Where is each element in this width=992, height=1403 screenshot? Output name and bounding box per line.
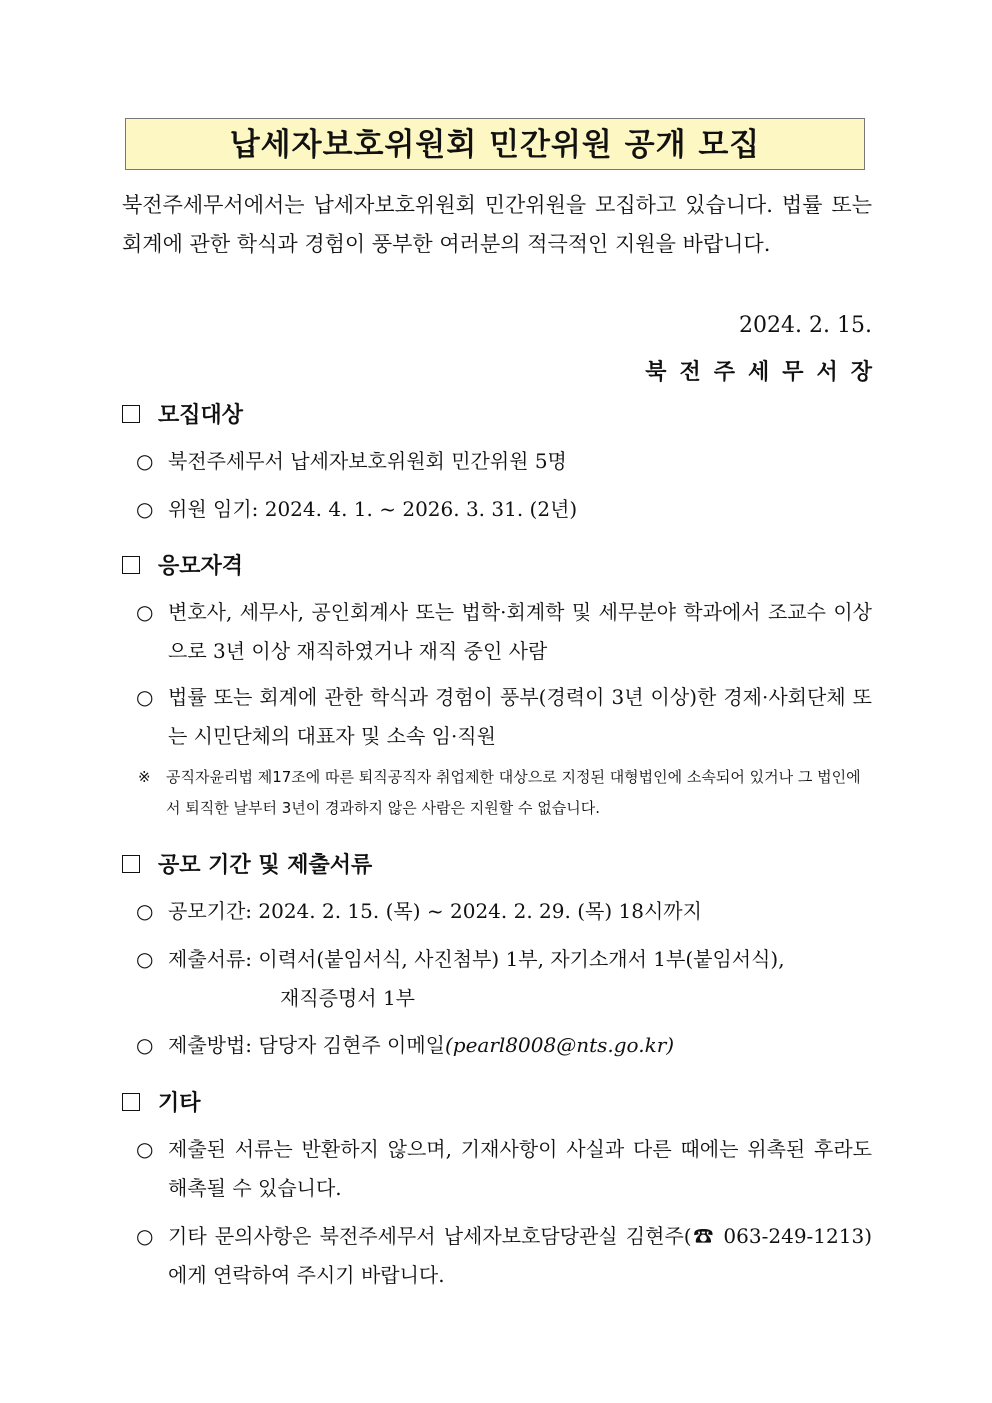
list-item: ○ 법률 또는 회계에 관한 학식과 경험이 풍부(경력이 3년 이상)한 경제·사회단체 또는 시민단체의 대표자 및 소속 임·직원 — [136, 678, 872, 756]
circle-bullet-icon: ○ — [136, 899, 154, 923]
list-item: ○ 제출방법: 담당자 김현주 이메일(pearl8008@nts.go.kr) — [136, 1026, 872, 1065]
list-item: ○ 북전주세무서 납세자보호위원회 민간위원 5명 — [136, 442, 872, 481]
circle-bullet-icon: ○ — [136, 600, 154, 624]
square-bullet-icon — [122, 855, 140, 873]
circle-bullet-icon: ○ — [136, 685, 154, 709]
square-bullet-icon — [122, 556, 140, 574]
section-period — [122, 848, 372, 879]
section-heading: 기타 — [158, 1090, 201, 1116]
circle-bullet-icon: ○ — [136, 947, 154, 971]
circle-bullet-icon: ○ — [136, 497, 154, 521]
section-qualification — [122, 549, 243, 580]
list-item: ○ 공모기간: 2024. 2. 15. (목) ~ 2024. 2. 29. (목) 18시까지 — [136, 892, 872, 931]
note — [138, 762, 872, 824]
circle-bullet-icon: ○ — [136, 1224, 154, 1248]
circle-bullet-icon: ○ — [136, 1033, 154, 1057]
square-bullet-icon — [122, 405, 140, 423]
list-item: ○ 기타 문의사항은 북전주세무서 납세자보호담당관실 김현주(☎ 063-249-1213) 에게 연락하여 주시기 바랍니다. — [136, 1217, 872, 1295]
circle-bullet-icon: ○ — [136, 1137, 154, 1161]
signer: 북전주세무서장 — [645, 359, 885, 385]
square-bullet-icon — [122, 1093, 140, 1111]
contact-email: (pearl8008@nts.go.kr) — [444, 1033, 675, 1057]
notice-date: 2024. 2. 15. — [739, 313, 872, 338]
list-item: ○ 변호사, 세무사, 공인회계사 또는 법학·회계학 및 세무분야 학과에서 조교수 이상으로 3년 이상 재직하였거나 재직 중인 사람 — [136, 593, 872, 671]
title-banner — [125, 118, 865, 170]
list-item: ○ 제출된 서류는 반환하지 않으며, 기재사항이 사실과 다른 때에는 위촉된 후라도 해촉될 수 있습니다. — [136, 1130, 872, 1208]
list-item: ○ 제출서류: 이력서(붙임서식, 사진첨부) 1부, 자기소개서 1부(붙임서식), 재직증명서 1부 — [136, 940, 872, 1018]
section-etc — [122, 1086, 201, 1117]
section-heading: 공모 기간 및 제출서류 — [158, 852, 373, 878]
intro-text: 북전주세무서에서는 납세자보호위원회 민간위원을 모집하고 있습니다. 법률 또는 회계에 관한 학식과 경험이 풍부한 여러분의 적극적인 지원을 바랍니다. — [122, 193, 872, 256]
section-heading: 모집대상 — [158, 402, 244, 428]
section-heading: 응모자격 — [158, 553, 244, 579]
list-item: ○ 위원 임기: 2024. 4. 1. ~ 2026. 3. 31. (2년) — [136, 490, 872, 529]
page-title: 납세자보호위원회 민간위원 공개 모집 — [229, 127, 761, 163]
section-target — [122, 398, 243, 429]
note-text: 공직자윤리법 제17조에 따른 퇴직공직자 취업제한 대상으로 지정된 대형법인에 소속되어 있거나 그 법인에서 퇴직한 날부터 3년이 경과하지 않은 사람은 지원할 수 없습니다. — [166, 768, 861, 817]
intro-paragraph — [122, 186, 872, 264]
reference-mark-icon: ※ — [138, 768, 151, 786]
circle-bullet-icon: ○ — [136, 449, 154, 473]
